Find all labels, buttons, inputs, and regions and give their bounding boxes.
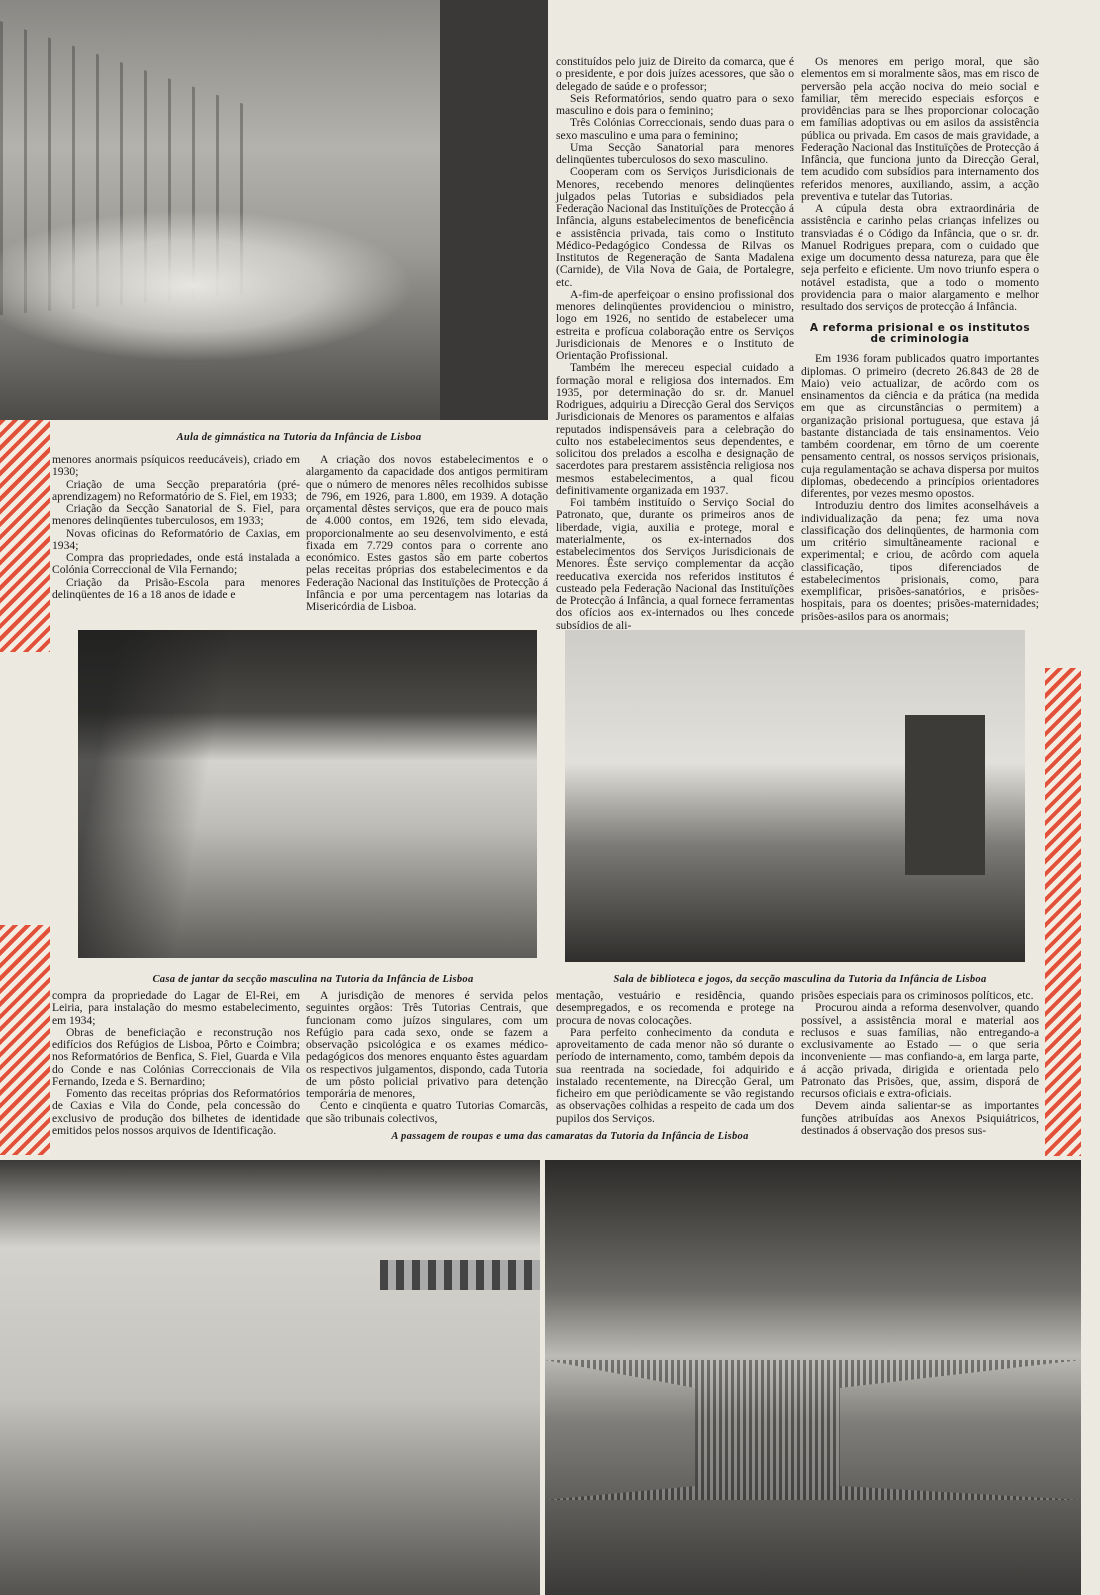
caption-library: Sala de biblioteca e jogos, da secção masculina da Tutoria da Infância de Lisboa bbox=[613, 974, 987, 985]
text-column-low-1: compra da propriedade do Lagar de El-Rei, em Leiria, para instalação do mesmo estabelecimento, em 1934; Obras de beneficiação e reconstrução nos edifícios dos Refúgios de Lisboa, Pôrto e Coimbra; nos Reformatórios de Benfica, S. Fiel, Guarda e Vila do Conde e nas Colónias Correccionais de Vila Fernando, Izeda e S. Bernardino; Fomento das receitas próprias dos Reformatórios de Caxias e Vila do Conde, pela concessão do exclusivo de produção dos bilhetes de identidade emitidos pelos nossos arquivos de Identificação. bbox=[52, 989, 300, 1137]
photo-laundry-room bbox=[0, 1160, 540, 1595]
red-zigzag-ornament-left-bottom bbox=[0, 925, 50, 1155]
text-column-low-3: mentação, vestuário e residência, quando desempregados, e os recomenda e protege na procura de novas colocações. Para perfeito conhecimento da conduta e aproveitamento de cada menor não só durante o período de internamento, como, também depois da sua reentrada na sociedade, foi adquirido e instalado recentemente, na Direcção Geral, um ficheiro em que periòdicamente se vão registando as observações colhidas a respeito de cada um dos pupilos dos Serviços. bbox=[556, 989, 794, 1125]
photo-dining-room bbox=[78, 630, 537, 958]
red-zigzag-ornament-right bbox=[1045, 668, 1081, 1156]
red-zigzag-ornament-left-top bbox=[0, 420, 50, 652]
text-column-top-b: Os menores em perigo moral, que são elementos em si moralmente sãos, mas em risco de perversão pela acção nociva do meio social e familiar, têm merecido especiais esforços e providências para se lhes proporcionar colocação em famílias adoptivas ou em asilos da assistência pública ou privada. Em casos de mais gravidade, a Federação Nacional das Instituïções de Protecção á Infância, que funciona junto da Direcção Geral, tem acudido com subsídios para internamento dos referidos menores, auxiliando, assim, a acção preventiva e tutelar das Tutorias. A cúpula desta obra extraordinária de assistência e carinho pelas crianças infelizes ou transviadas é o Código da Infância, que o sr. dr. Manuel Rodrigues prepara, com o cuidado que exige um documento dessa natureza, para que êle seja perfeito e eficiente. Um novo triunfo espera o notável estadista, que a todo o momento providencia para o maior alargamento e melhor resultado dos serviços de protecção á Infância. A reforma prisional e os institutos de criminologia Em 1936 foram publicados quatro importantes diplomas. O primeiro (decreto 26.843 de 28 de Maio) veio actualizar, de acôrdo com os ensinamentos da ciência e da prática (na medida em que as circunstâncias o permitem) a organização prisional portuguesa, que estava já bastante distanciada de tais ensinamentos. Veio também coordenar, em tôrno de um coerente pensamento central, os nossos serviços prisionais, cuja regulamentação se achava dispersa por muitos diplomas, obedecendo a princípios orientadores diferentes, por vezes mesmo opostos. Introduziu dentro dos limites aconselháveis a individualização da pena; fez uma nova classificação dos delinqüentes, de harmonia com um critério simultâneamente racional e experimental; e criou, de acôrdo com aquela classificação, tipos diferenciados de estabelecimentos prisionais, como, para exemplificar, prisões-sanatórios, e prisões-hospitais, para os doentes; prisões-maternidades; prisões-asilos para os anormais; bbox=[801, 55, 1039, 623]
caption-laundry-dormitory: A passagem de roupas e uma das camaratas da Tutoria da Infância de Lisboa bbox=[391, 1131, 749, 1142]
photo-dormitory bbox=[545, 1160, 1081, 1595]
text-column-low-2: A jurisdição de menores é servida pelos seguintes orgãos: Três Tutorias Centrais, que funcionam como juízos singulares, com um Refúgio para cada sexo, onde se fazem a observação psicológica e os exames médico-pedagógicos dos menores enquanto êstes aguardam os respectivos julgamentos, dispondo, cada Tutoria de um pôsto policial privativo para detenção temporária de menores, Cento e cinqüenta e quatro Tutorias Comarcãs, que são tribunais colectivos, bbox=[306, 989, 548, 1125]
text-column-mid-2: A criação dos novos estabelecimentos e o alargamento da capacidade dos antigos permitiram que o número de menores nêles recolhidos subisse de 796, em 1926, para 1.800, em 1939. A dotação orçamental dêstes serviços, que era de pouco mais de 4.000 contos, em 1926, tem sido elevada, proporcionalmente ao seu desenvolvimento, e está fixada em 7.729 contos para o corrente ano económico. Estes gastos são em parte cobertos pelas receitas próprias dos estabelecimentos e da Federação Nacional das Instituïções de Protecção á Infância e por uma percentagem nas lotarias da Misericórdia de Lisboa. bbox=[306, 453, 548, 613]
caption-dining-room: Casa de jantar da secção masculina na Tutoria da Infância de Lisboa bbox=[152, 974, 474, 985]
photo-library-games-room bbox=[565, 630, 1025, 962]
text-column-mid-1: menores anormais psíquicos reeducáveis), criado em 1930; Criação de uma Secção preparatória (pré-aprendizagem) no Reformatório de S. Fiel, em 1933; Criação da Secção Sanatorial de S. Fiel, para menores delinqüentes tuberculosos, em 1933; Novas oficinas do Reformatório de Caxias, em 1934; Compra das propriedades, onde está instalada a Colónia Correccional de Vila Fernando; Criação da Prisão-Escola para menores delinqüentes de 16 a 18 anos de idade e bbox=[52, 453, 300, 601]
photo-gymnastics-class bbox=[0, 0, 548, 420]
text-column-top-a: constituídos pelo juiz de Direito da comarca, que é o presidente, e por dois juízes acessores, que são o delegado de saúde e o professor; Seis Reformatórios, sendo quatro para o sexo masculino e dois para o feminino; Três Colónias Correccionais, sendo duas para o sexo masculino e uma para o feminino; Uma Secção Sanatorial para menores delinqüentes tuberculosos do sexo masculino. Cooperam com os Serviços Jurisdicionais de Menores, recebendo menores delinqüentes julgados pelas Tutorias e subsidiados pela Federação Nacional das Instituïções de Protecção á Infância, alguns estabelecimentos de beneficência e assistência privada, tais como o Instituto Médico-Pedagógico Condessa de Rilvas os Institutos de Regeneração de Santa Madalena (Carnide), de Vila Nova de Gaia, de Portalegre, etc. A-fim-de aperfeiçoar o ensino profissional dos menores delinqüentes providenciou o ministro, logo em 1926, no sentido de estabelecer uma estreita e profícua colaboração entre os Serviços Jurisdicionais de Menores e o Instituto de Orientação Profissional. Também lhe mereceu especial cuidado a formação moral e religiosa dos internados. Em 1935, por determinação do sr. dr. Manuel Rodrigues, adquiriu a Direcção Geral dos Serviços Jurisdicionais de Menores os paramentos e alfaias reputados indispensáveis para a celebração do culto nos estabelecimentos seus dependentes, e solicitou dos prelados a escolha e designação de sacerdotes para prestarem assistência religiosa nos mesmos estabelecimentos, a qual ficou definitivamente organizada em 1937. Foi também instituído o Serviço Social do Patronato, que, durante os primeiros anos de liberdade, vigia, auxilia e protege, moral e materialmente, os ex-internados dos estabelecimentos dos Serviços Jurisdicionais de Menores. Êste serviço complementar da acção reeducativa exercida nos referidos institutos é custeado pela Federação Nacional das Instituïções de Protecção á Infância, a qual fornece ferramentas dos ofícios aos ex-internados ou lhes concede subsídios de ali- bbox=[556, 55, 794, 632]
section-heading: A reforma prisional e os institutos de criminologia bbox=[809, 322, 1031, 346]
caption-gymnastics: Aula de gimnástica na Tutoria da Infância de Lisboa bbox=[176, 432, 422, 443]
text-column-low-4: prisões especiais para os criminosos políticos, etc. Procurou ainda a reforma desenvolver, quando possível, a assistência moral e material aos reclusos e suas famílias, não entregando-a exclusivamente ao Estado — o que seria inconveniente — mas confiando-a, em larga parte, á acção privada, dirigida e orientada pelo Patronato das Prisões, que, assim, disporá de recursos oficiais e extra-oficiais. Devem ainda salientar-se as importantes funções atribuídas aos Anexos Psiquiátricos, destinados á observação dos presos sus- bbox=[801, 989, 1039, 1137]
